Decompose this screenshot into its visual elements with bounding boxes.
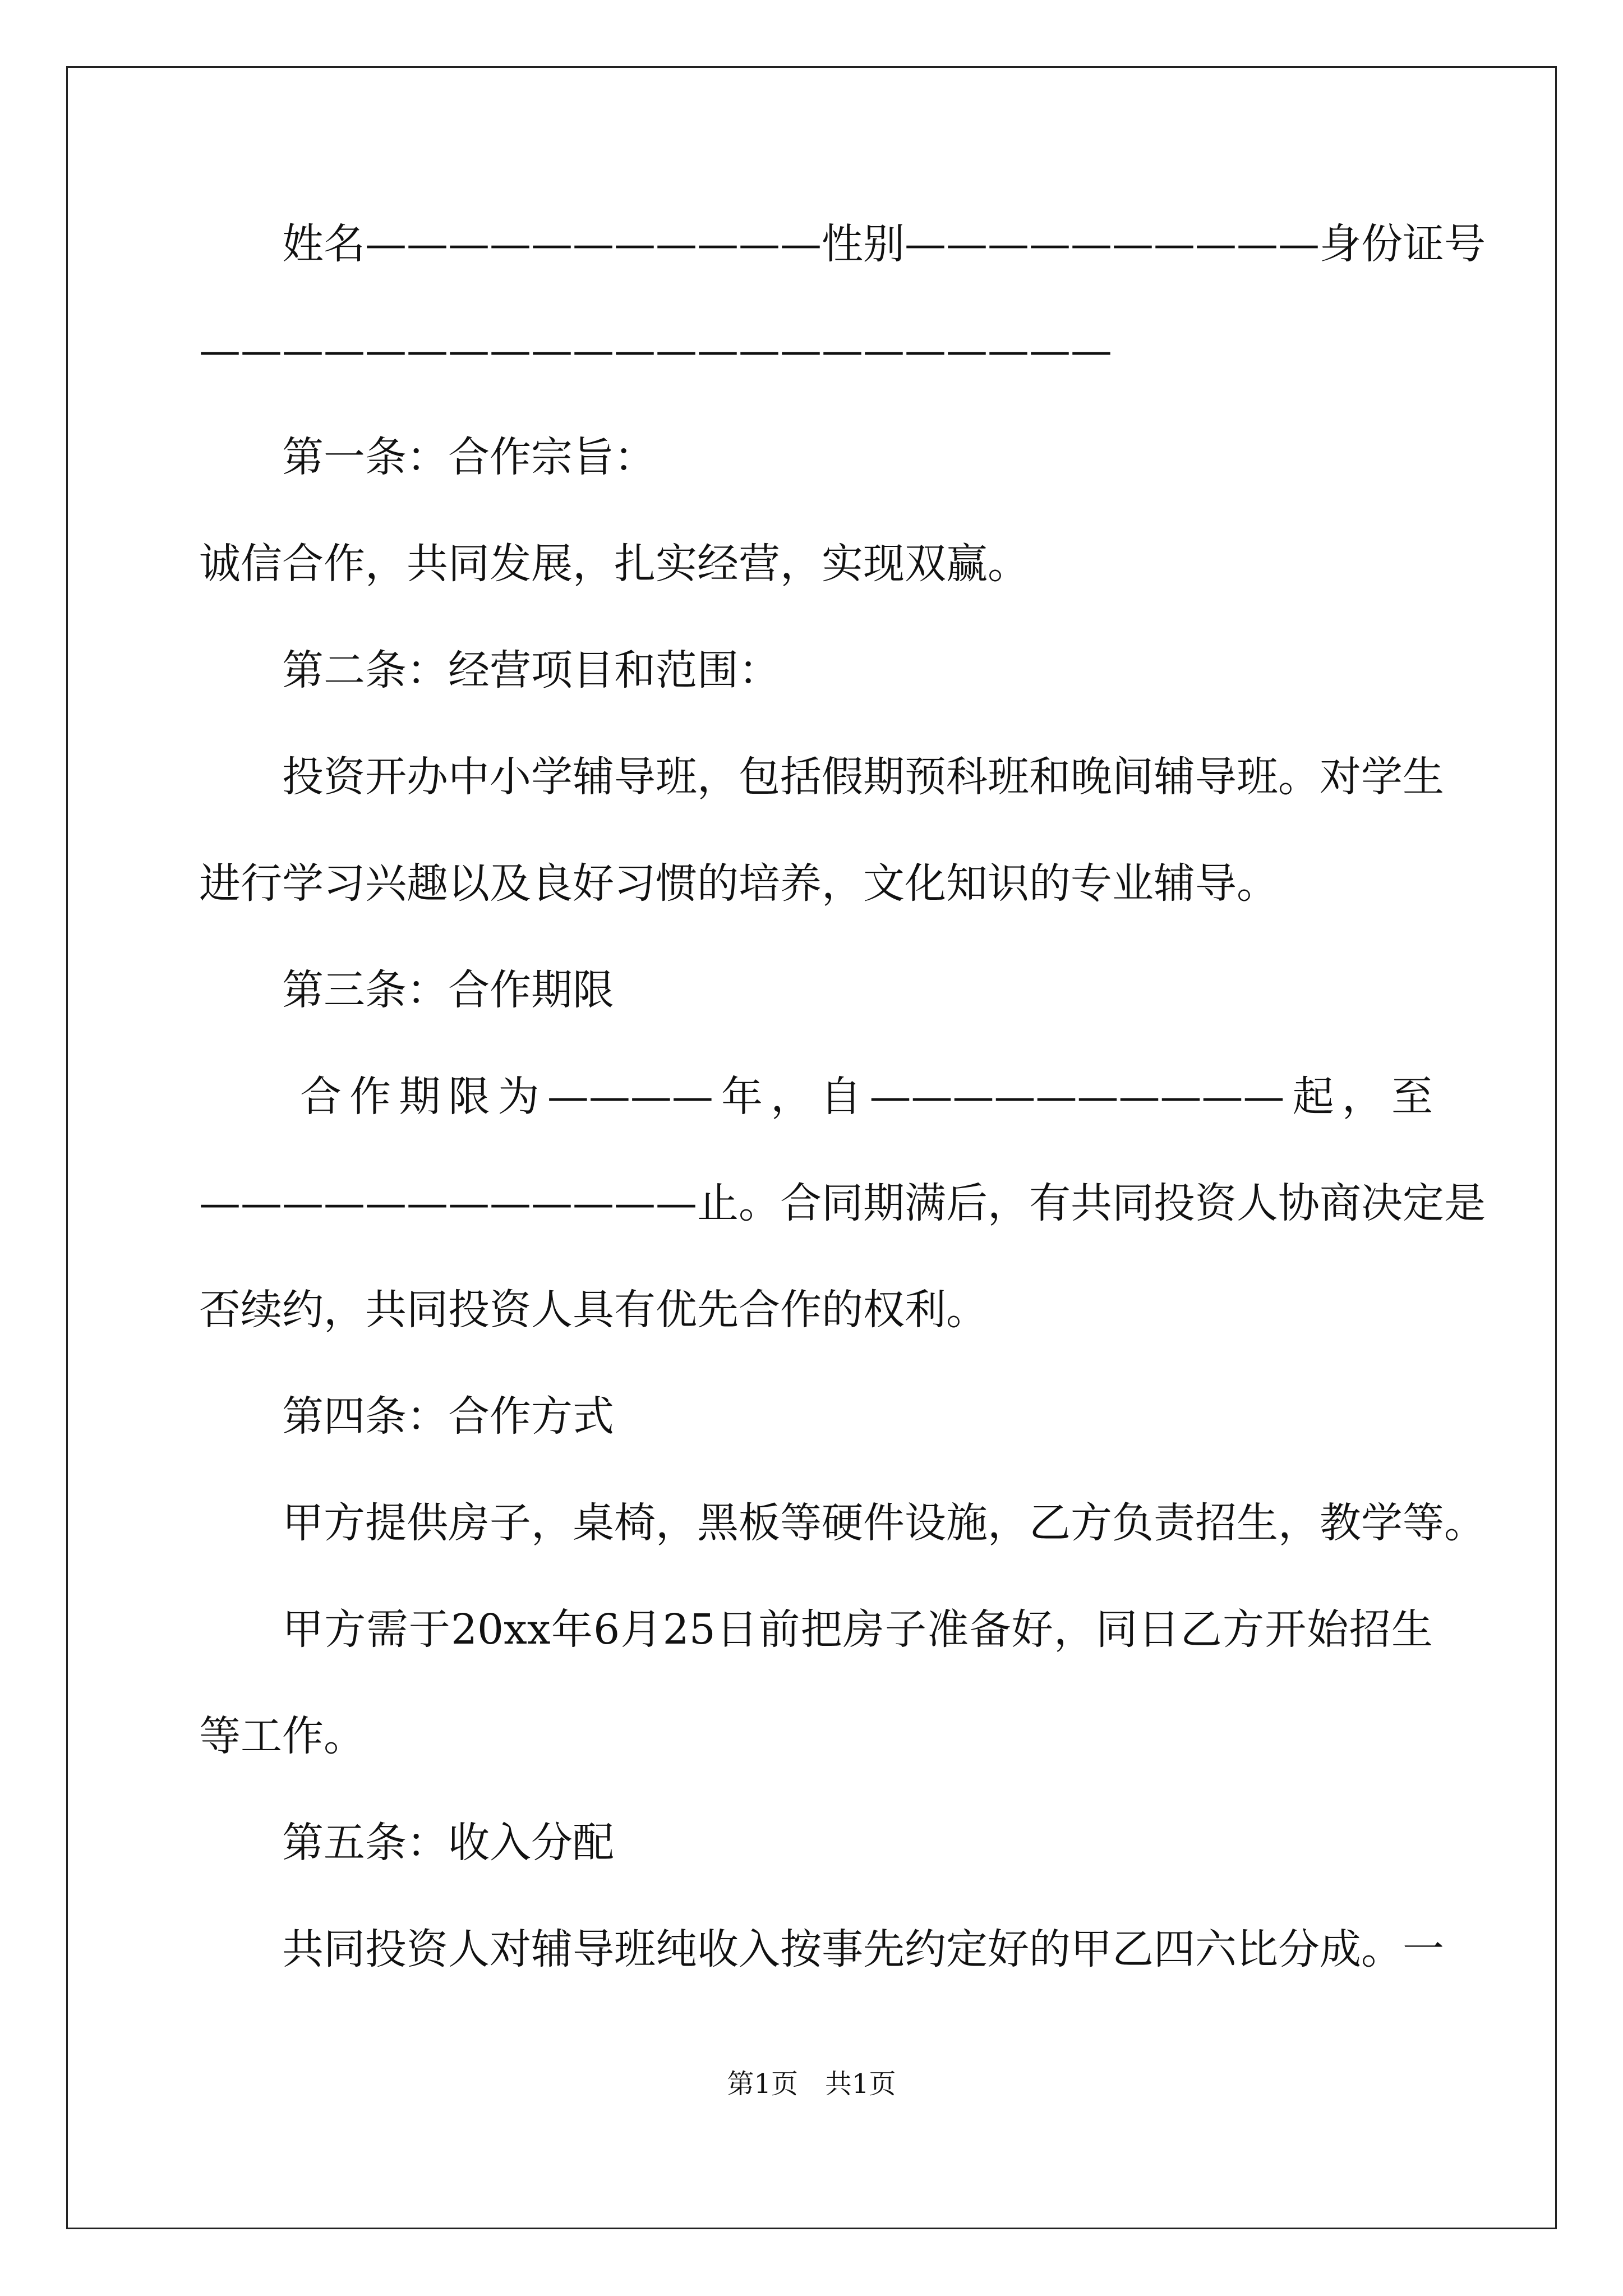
- article-4-text-2-line-1: 甲方需于20xx年6月25日前把房子准备好，同日乙方开始招生: [282, 1605, 1433, 1654]
- article-3-text-line-3: 否续约，共同投资人具有优先合作的权利。: [199, 1286, 988, 1334]
- article-3-heading: 第三条：合作期限: [282, 966, 614, 1014]
- page-footer: 第1页 共1页: [727, 2068, 896, 2100]
- article-4-text-1: 甲方提供房子，桌椅，黑板等硬件设施，乙方负责招生，教学等。: [282, 1499, 1486, 1547]
- article-2-text-line-2: 进行学习兴趣以及良好习惯的培养，文化知识的专业辅导。: [199, 859, 1278, 908]
- personal-info-line-2: ——————————————————————: [199, 326, 1112, 375]
- article-5-heading: 第五条：收入分配: [282, 1819, 614, 1867]
- article-2-text-line-1: 投资开办中小学辅导班，包括假期预科班和晚间辅导班。对学生: [282, 753, 1444, 801]
- article-2-heading: 第二条：经营项目和范围：: [282, 646, 780, 694]
- article-4-text-2-line-2: 等工作。: [199, 1712, 365, 1760]
- article-3-text-line-1: 合作期限为————年，自——————————起，至: [300, 1073, 1433, 1121]
- article-1-heading: 第一条：合作宗旨：: [282, 433, 656, 481]
- article-5-text-line-1: 共同投资人对辅导班纯收入按事先约定好的甲乙四六比分成。一: [282, 1925, 1444, 1973]
- page-border: [66, 66, 1557, 2229]
- article-4-heading: 第四条：合作方式: [282, 1392, 614, 1441]
- personal-info-line-1: 姓名———————————性别——————————身份证号: [282, 220, 1486, 268]
- article-3-text-line-2: ————————————止。合同期满后，有共同投资人协商决定是: [199, 1179, 1486, 1227]
- article-1-text: 诚信合作，共同发展，扎实经营，实现双赢。: [199, 540, 1029, 588]
